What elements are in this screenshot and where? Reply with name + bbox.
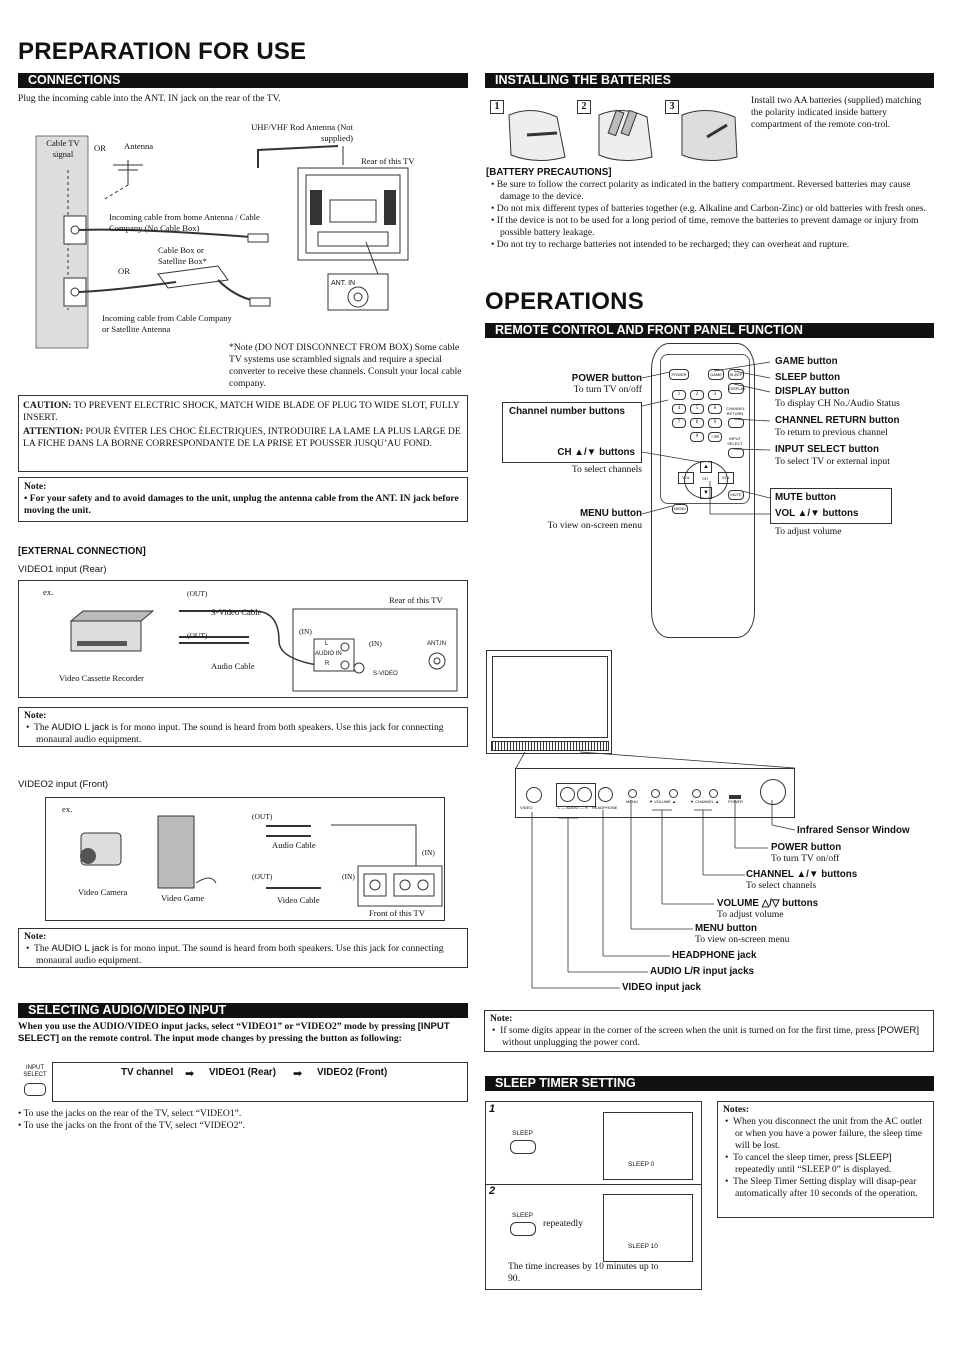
external-connection-heading: [EXTERNAL CONNECTION] xyxy=(18,546,146,557)
section-selecting-heading: SELECTING AUDIO/VIDEO INPUT xyxy=(18,1003,468,1018)
display-button-desc: To display CH No./Audio Status xyxy=(775,398,900,409)
game-button-label: GAME button xyxy=(775,356,838,367)
r-label: R xyxy=(325,661,330,667)
input-select-key-label: INPUT SELECT xyxy=(23,1065,47,1078)
step-3: 3 xyxy=(665,100,679,114)
ch-buttons-label: CH ▲/▼ buttons xyxy=(557,447,635,458)
sleep-notes-label: Notes: xyxy=(723,1104,750,1115)
cable-tv-signal-label: Cable TV signal xyxy=(46,138,80,159)
note-label-2: Note: xyxy=(24,931,47,942)
operations-note-c: without unplugging the power cord. xyxy=(502,1037,640,1048)
sleep-note-text: repeatedly until “SLEEP 0” is displayed. xyxy=(735,1164,892,1175)
input-select-desc: To select TV or external input xyxy=(775,456,890,467)
s-video-label: S-VIDEO xyxy=(373,671,398,677)
front-tv-label: Front of this TV xyxy=(369,908,425,918)
sleep-button-label: SLEEP button xyxy=(775,372,841,383)
out-label-2: (OUT) xyxy=(187,631,208,640)
video-cable-label: Video Cable xyxy=(277,895,320,905)
display-button-label: DISPLAY button xyxy=(775,386,850,397)
arrow-right-icon: ➡ xyxy=(185,1068,195,1080)
remote-key-2[interactable]: 2 xyxy=(690,390,704,400)
seq-video1: VIDEO1 (Rear) xyxy=(209,1067,276,1078)
panel-channel-label: ▼ CHANNEL ▲ xyxy=(690,799,720,804)
remote-game-button[interactable]: GAME xyxy=(708,369,724,380)
sleep-key-label-2: SLEEP xyxy=(512,1212,533,1219)
note-label: Note: xyxy=(24,710,47,721)
step-1: 1 xyxy=(490,100,504,114)
seq-tv-channel: TV channel xyxy=(121,1067,174,1078)
audio-cable-label: Audio Cable xyxy=(211,661,255,671)
panel-volume-label: ▼ VOLUME ▲ xyxy=(649,799,677,804)
cable-box-note: *Note (DO NOT DISCONNECT FROM BOX) Some cable TV systems use scrambled signals and require a special converter to receive these channels. Consult your local cable company. xyxy=(229,342,462,389)
l-label: L xyxy=(325,641,329,647)
tip-front: • To use the jacks on the front of the TV, select “VIDEO2”. xyxy=(18,1120,246,1131)
infrared-label: Infrared Sensor Window xyxy=(797,825,910,836)
sleep-screen-1 xyxy=(603,1112,693,1180)
panel-audio-label: L — AUDIO — R xyxy=(558,805,588,810)
precaution-item: • Be sure to follow the correct polarity as indicated in the battery compartment. Reversed batteries may cause damage to the device. xyxy=(491,179,911,202)
channel-return-desc: To return to previous channel xyxy=(775,427,888,438)
remote-key-4[interactable]: 4 xyxy=(672,404,686,414)
remote-key-6[interactable]: 6 xyxy=(708,404,722,414)
section-connections-heading: CONNECTIONS xyxy=(18,73,468,88)
remote-key-5[interactable]: 5 xyxy=(690,404,704,414)
video-camera-label: Video Camera xyxy=(78,887,128,897)
note-b-2: AUDIO L jack xyxy=(51,943,110,954)
fp-menu-label: MENU button xyxy=(695,923,758,934)
remote-key-1[interactable]: 1 xyxy=(672,390,686,400)
ex-label: ex. xyxy=(43,587,54,597)
sleep-note-text: [SLEEP] xyxy=(855,1152,892,1163)
tip-rear: • To use the jacks on the rear of the TV, select “VIDEO1”. xyxy=(18,1108,242,1119)
seq-video2: VIDEO2 (Front) xyxy=(317,1067,388,1078)
battery-precautions-heading: [BATTERY PRECAUTIONS] xyxy=(486,167,612,178)
precaution-text: Be sure to follow the correct polarity as indicated in the battery compartment. Reversed batteries may cause damage to the device. xyxy=(496,179,911,202)
operations-note-text: • If some digits appear in the corner of the screen when the unit is turned on for the first time, press [POWER] without unplugging the power cord. xyxy=(492,1025,919,1048)
remote-key-8[interactable]: 8 xyxy=(690,418,704,428)
sleep-key-label-1: SLEEP xyxy=(512,1130,533,1137)
precaution-text: Do not mix different types of batteries together (e.g. Alkaline and Carbon-Zinc) or old batteries with fresh ones. xyxy=(496,203,927,214)
sleep-notes-box xyxy=(717,1101,934,1218)
remote-input-select-label: INPUT SELECT xyxy=(727,436,743,446)
ant-in-small-label: ANT.IN xyxy=(427,641,447,647)
vol-buttons-desc: To adjust volume xyxy=(775,526,842,537)
out-label-4: (OUT) xyxy=(252,872,273,881)
ex-label-2: ex. xyxy=(62,804,73,814)
remote-key-100[interactable]: +100 xyxy=(708,432,722,442)
sleep-step-2: 2 xyxy=(489,1185,496,1197)
sleep-note-text: When you disconnect the unit from the AC outlet or when you have a power failure, the sleep time will be lost. xyxy=(732,1116,923,1151)
fp-video-label: VIDEO input jack xyxy=(622,982,701,993)
menu-button-desc: To view on-screen menu xyxy=(547,520,642,531)
ch-buttons-desc: To select channels xyxy=(571,464,642,475)
channel-number-label: Channel number buttons xyxy=(509,406,625,417)
uhf-vhf-label: UHF/VHF Rod Antenna (Not supplied) xyxy=(251,122,353,143)
fp-headphone-label: HEADPHONE jack xyxy=(672,950,757,961)
remote-channel-return-label: CHANNEL RETURN xyxy=(726,406,746,416)
precaution-text: Do not try to recharge batteries not intended to be recharged; they can overheat and rupture. xyxy=(496,239,850,250)
remote-ch-down-button[interactable]: ▼ xyxy=(700,487,712,499)
connections-intro: Plug the incoming cable into the ANT. IN jack on the rear of the TV. xyxy=(18,93,281,104)
sleep-note-item: • When you disconnect the unit from the AC outlet or when you have a power failure, the sleep time will be lost. xyxy=(725,1116,923,1151)
menu-button-label: MENU button xyxy=(579,508,642,519)
precaution-item: • Do not try to recharge batteries not intended to be recharged; they can overheat and rupture. xyxy=(491,239,850,250)
remote-power-button[interactable]: POWER xyxy=(669,369,689,380)
attention-label: ATTENTION: xyxy=(23,426,84,437)
rear-tv-label: Rear of this TV xyxy=(361,156,415,166)
sleep-time-note: The time increases by 10 minutes up to 90. xyxy=(508,1261,659,1284)
power-button-desc: To turn TV on/off xyxy=(573,384,642,395)
vol-buttons-label: VOL ▲/▼ buttons xyxy=(775,508,859,519)
arrow-right-icon: ➡ xyxy=(293,1068,303,1080)
fp-audio-label: AUDIO L/R input jacks xyxy=(650,966,754,977)
sleep-note-item: • The Sleep Timer Setting display will disap-pear automatically after 10 seconds of the operation. xyxy=(725,1176,918,1199)
panel-headphone-label: HEADPHONE xyxy=(592,805,618,810)
sleep-repeatedly-label: repeatedly xyxy=(543,1218,583,1229)
note-a-2: The xyxy=(33,943,52,954)
or-label: OR xyxy=(94,143,106,153)
remote-vol-up-button[interactable]: VOL xyxy=(718,472,734,484)
operations-title: OPERATIONS xyxy=(485,288,644,315)
precaution-item: • If the device is not to be used for a long period of time, remove the batteries to prevent damage or injury from possible battery leakage. xyxy=(491,215,919,238)
sleep-button[interactable] xyxy=(510,1222,536,1236)
remote-key-7[interactable]: 7 xyxy=(672,418,686,428)
sleep-divider xyxy=(486,1184,701,1185)
remote-sleep-button[interactable]: SLEEP xyxy=(728,369,744,380)
note-a: The xyxy=(33,722,52,733)
selecting-intro-a: When you use the AUDIO/VIDEO input jacks, select “VIDEO1” or “VIDEO2” mode by pressing xyxy=(18,1021,418,1032)
in-label-2: (IN) xyxy=(369,639,382,648)
note-b: AUDIO L jack xyxy=(51,722,110,733)
remote-menu-button[interactable]: MENU xyxy=(672,504,688,514)
in-label-3: (IN) xyxy=(422,848,435,857)
selecting-intro-b: [INPUT SELECT] xyxy=(18,1021,450,1044)
safety-note-label: Note: xyxy=(24,481,47,492)
in-label-1: (IN) xyxy=(299,627,312,636)
sleep-screen-2-text: SLEEP 10 xyxy=(628,1243,658,1250)
out-label-1: (OUT) xyxy=(187,589,208,598)
remote-key-9[interactable]: 9 xyxy=(708,418,722,428)
panel-power-label: POWER xyxy=(728,799,744,804)
or-label-2: OR xyxy=(118,266,130,276)
out-label-3: (OUT) xyxy=(252,812,273,821)
sleep-screen-1-text: SLEEP 0 xyxy=(628,1161,655,1168)
input-select-label: INPUT SELECT button xyxy=(775,444,879,455)
audio-cable-label-2: Audio Cable xyxy=(272,840,316,850)
note-c-2: is for mono input. The sound is heard from both speakers. Use this jack for connecting monaural audio equipment. xyxy=(36,943,444,966)
remote-mute-button[interactable]: MUTE xyxy=(728,490,744,500)
video-game-label: Video Game xyxy=(161,893,205,903)
page-title: PREPARATION FOR USE xyxy=(18,38,307,65)
video2-input-label: VIDEO2 input (Front) xyxy=(18,779,109,790)
panel-video-label: VIDEO xyxy=(520,805,533,810)
selecting-intro-c: on the remote control. The input mode changes by pressing the button as following: xyxy=(59,1033,402,1044)
fp-power-label: POWER button xyxy=(771,842,842,853)
step-2: 2 xyxy=(577,100,591,114)
remote-ch-label: CH xyxy=(702,476,708,481)
operations-note-a: If some digits appear in the corner of the screen when the unit is turned on for the first time, press xyxy=(500,1025,878,1036)
caution-text: TO PREVENT ELECTRIC SHOCK, MATCH WIDE BLADE OF PLUG TO WIDE SLOT, FULLY INSERT. xyxy=(23,400,460,423)
note-text-2: • The AUDIO L jack is for mono input. The sound is heard from both speakers. Use this jack for connecting monaural audio equipment. xyxy=(26,943,444,966)
panel-menu-label: MENU xyxy=(626,799,638,804)
remote-key-0[interactable]: 0 xyxy=(690,432,704,442)
incoming-cable-label: Incoming cable from Cable Company or Satellite Antenna xyxy=(102,313,232,334)
sleep-step-1: 1 xyxy=(489,1103,496,1115)
section-sleep-heading: SLEEP TIMER SETTING xyxy=(485,1076,934,1091)
section-batteries-heading: INSTALLING THE BATTERIES xyxy=(485,73,934,88)
fp-channel-desc: To select channels xyxy=(746,880,817,891)
sleep-note-text: To cancel the sleep timer, press xyxy=(732,1152,856,1163)
fp-volume-label: VOLUME △/▽ buttons xyxy=(717,898,819,909)
safety-note-text: • For your safety and to avoid damages to the unit, unplug the antenna cable from the ANT. IN jack before moving the unit. xyxy=(24,493,459,516)
section-remote-heading: REMOTE CONTROL AND FRONT PANEL FUNCTION xyxy=(485,323,934,338)
sleep-steps-box xyxy=(485,1101,702,1290)
precaution-item: • Do not mix different types of batteries together (e.g. Alkaline and Carbon-Zinc) or old batteries with fresh ones. xyxy=(491,203,927,214)
operations-note-label: Note: xyxy=(490,1013,513,1024)
remote-vol-down-button[interactable]: VOL xyxy=(678,472,694,484)
ant-in-label: ANT. IN xyxy=(331,280,356,287)
sleep-note-text: The Sleep Timer Setting display will disap-pear automatically after 10 seconds of the operation. xyxy=(732,1176,918,1199)
video1-input-label: VIDEO1 input (Rear) xyxy=(18,564,107,575)
remote-display-button[interactable]: DISPLAY xyxy=(728,383,744,394)
fp-volume-desc: To adjust volume xyxy=(717,909,784,920)
fp-channel-label: CHANNEL ▲/▼ buttons xyxy=(746,869,858,880)
antenna-label: Antenna xyxy=(124,141,154,151)
remote-key-3[interactable]: 3 xyxy=(708,390,722,400)
fp-power-desc: To turn TV on/off xyxy=(771,853,840,864)
precaution-text: If the device is not to be used for a long period of time, remove the batteries to prevent damage or injury from possible battery leakage. xyxy=(496,215,919,238)
audio-in-label: AUDIO IN xyxy=(315,651,342,657)
channel-return-label: CHANNEL RETURN button xyxy=(775,415,900,426)
battery-instruction: Install two AA batteries (supplied) matching the polarity indicated inside battery compartment of the remote con-trol. xyxy=(751,95,922,130)
operations-note-box xyxy=(484,1010,934,1052)
in-label-4: (IN) xyxy=(342,872,355,881)
note-c: is for mono input. The sound is heard from both speakers. Use this jack for connecting monaural audio equipment. xyxy=(36,722,444,745)
note-text: • The AUDIO L jack is for mono input. The sound is heard from both speakers. Use this jack for connecting monaural audio equipment. xyxy=(26,722,444,745)
sleep-button[interactable] xyxy=(510,1140,536,1154)
sleep-note-item: • To cancel the sleep timer, press [SLEEP] repeatedly until “SLEEP 0” is displayed. xyxy=(725,1152,892,1175)
cable-box-label: Cable Box or Satellite Box* xyxy=(158,245,207,266)
mute-button-label: MUTE button xyxy=(775,492,836,503)
attention-text: POUR ÉVITER LES CHOC ÉLECTRIQUES, INTRODUIRE LA LAME LA PLUS LARGE DE LA FICHE DANS LA BORNE CORRESPONDANTE DE LA PRISE ET POUSSER JUSQU’AU FOND. xyxy=(23,426,461,449)
svideo-cable-label: S-Video Cable xyxy=(211,607,262,617)
operations-note-b: [POWER] xyxy=(877,1025,919,1036)
fp-menu-desc: To view on-screen menu xyxy=(695,934,790,945)
incoming-home-label: Incoming cable from home Antenna / Cable Company (No Cable Box) xyxy=(109,212,260,233)
rear-tv-label-2: Rear of this TV xyxy=(389,595,443,605)
vcr-label: Video Cassette Recorder xyxy=(59,673,144,683)
remote-ch-up-button[interactable]: ▲ xyxy=(700,461,712,473)
power-button-label: POWER button xyxy=(571,373,642,384)
caution-label: CAUTION: xyxy=(23,400,72,411)
sleep-screen-2 xyxy=(603,1194,693,1262)
